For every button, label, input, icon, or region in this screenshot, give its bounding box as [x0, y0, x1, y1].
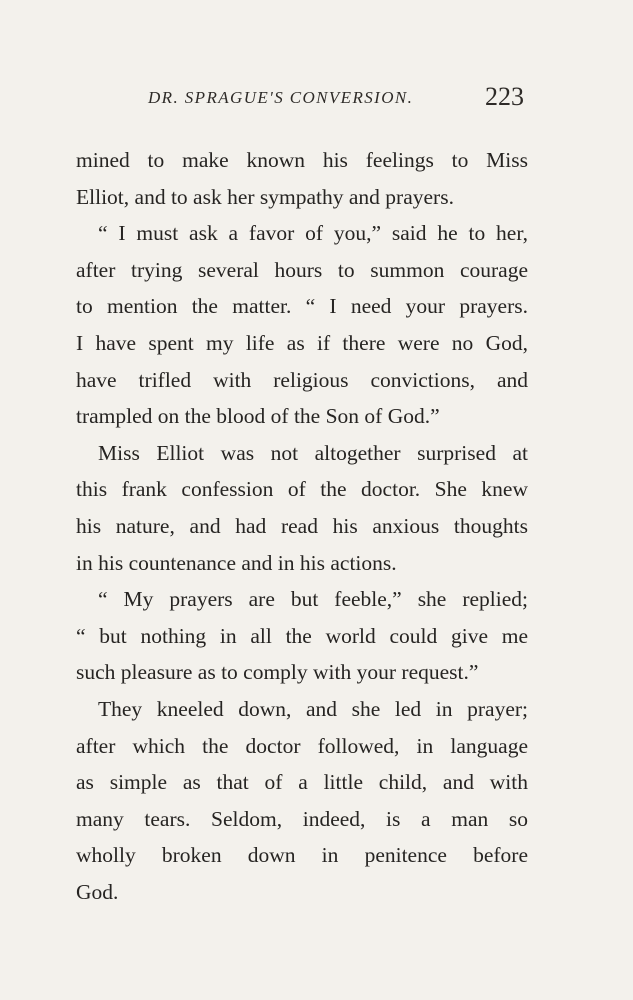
- text-line: Miss Elliot was not altogether surprised at: [98, 440, 528, 465]
- page-header: [0, 82, 633, 118]
- running-head: DR. SPRAGUE'S CONVERSION.: [148, 88, 414, 107]
- paragraph: [76, 435, 528, 581]
- text-line: have trifled with religious convictions, and: [76, 367, 528, 392]
- page-number: 223: [485, 82, 524, 111]
- text-line: many tears. Seldom, indeed, is a man so: [76, 806, 528, 831]
- text-line: I have spent my life as if there were no God,: [76, 330, 528, 355]
- paragraph: [76, 691, 528, 911]
- text-line: after which the doctor followed, in language: [76, 733, 528, 758]
- text-line: God.: [76, 879, 119, 904]
- text-line: trampled on the blood of the Son of God.”: [76, 404, 440, 429]
- text-line: to mention the matter. “ I need your prayers.: [76, 294, 528, 319]
- paragraph: [76, 581, 528, 691]
- body-text: [76, 142, 528, 910]
- text-line: “ My prayers are but feeble,” she replied;: [98, 587, 528, 612]
- paragraph: [76, 142, 528, 215]
- text-line: mined to make known his feelings to Miss: [76, 148, 528, 172]
- text-line: wholly broken down in penitence before: [76, 843, 528, 868]
- text-line: such pleasure as to comply with your request.”: [76, 660, 479, 685]
- text-line: They kneeled down, and she led in prayer;: [98, 696, 528, 721]
- text-line: “ I must ask a favor of you,” said he to her,: [98, 221, 528, 246]
- text-line: after trying several hours to summon courage: [76, 257, 528, 282]
- text-line: Elliot, and to ask her sympathy and prayers.: [76, 184, 454, 209]
- paragraph: [76, 215, 528, 435]
- text-line: his nature, and had read his anxious thoughts: [76, 513, 528, 538]
- text-line: “ but nothing in all the world could give me: [76, 623, 528, 648]
- text-line: as simple as that of a little child, and with: [76, 770, 528, 795]
- text-line: this frank confession of the doctor. She knew: [76, 477, 528, 502]
- text-line: in his countenance and in his actions.: [76, 550, 397, 575]
